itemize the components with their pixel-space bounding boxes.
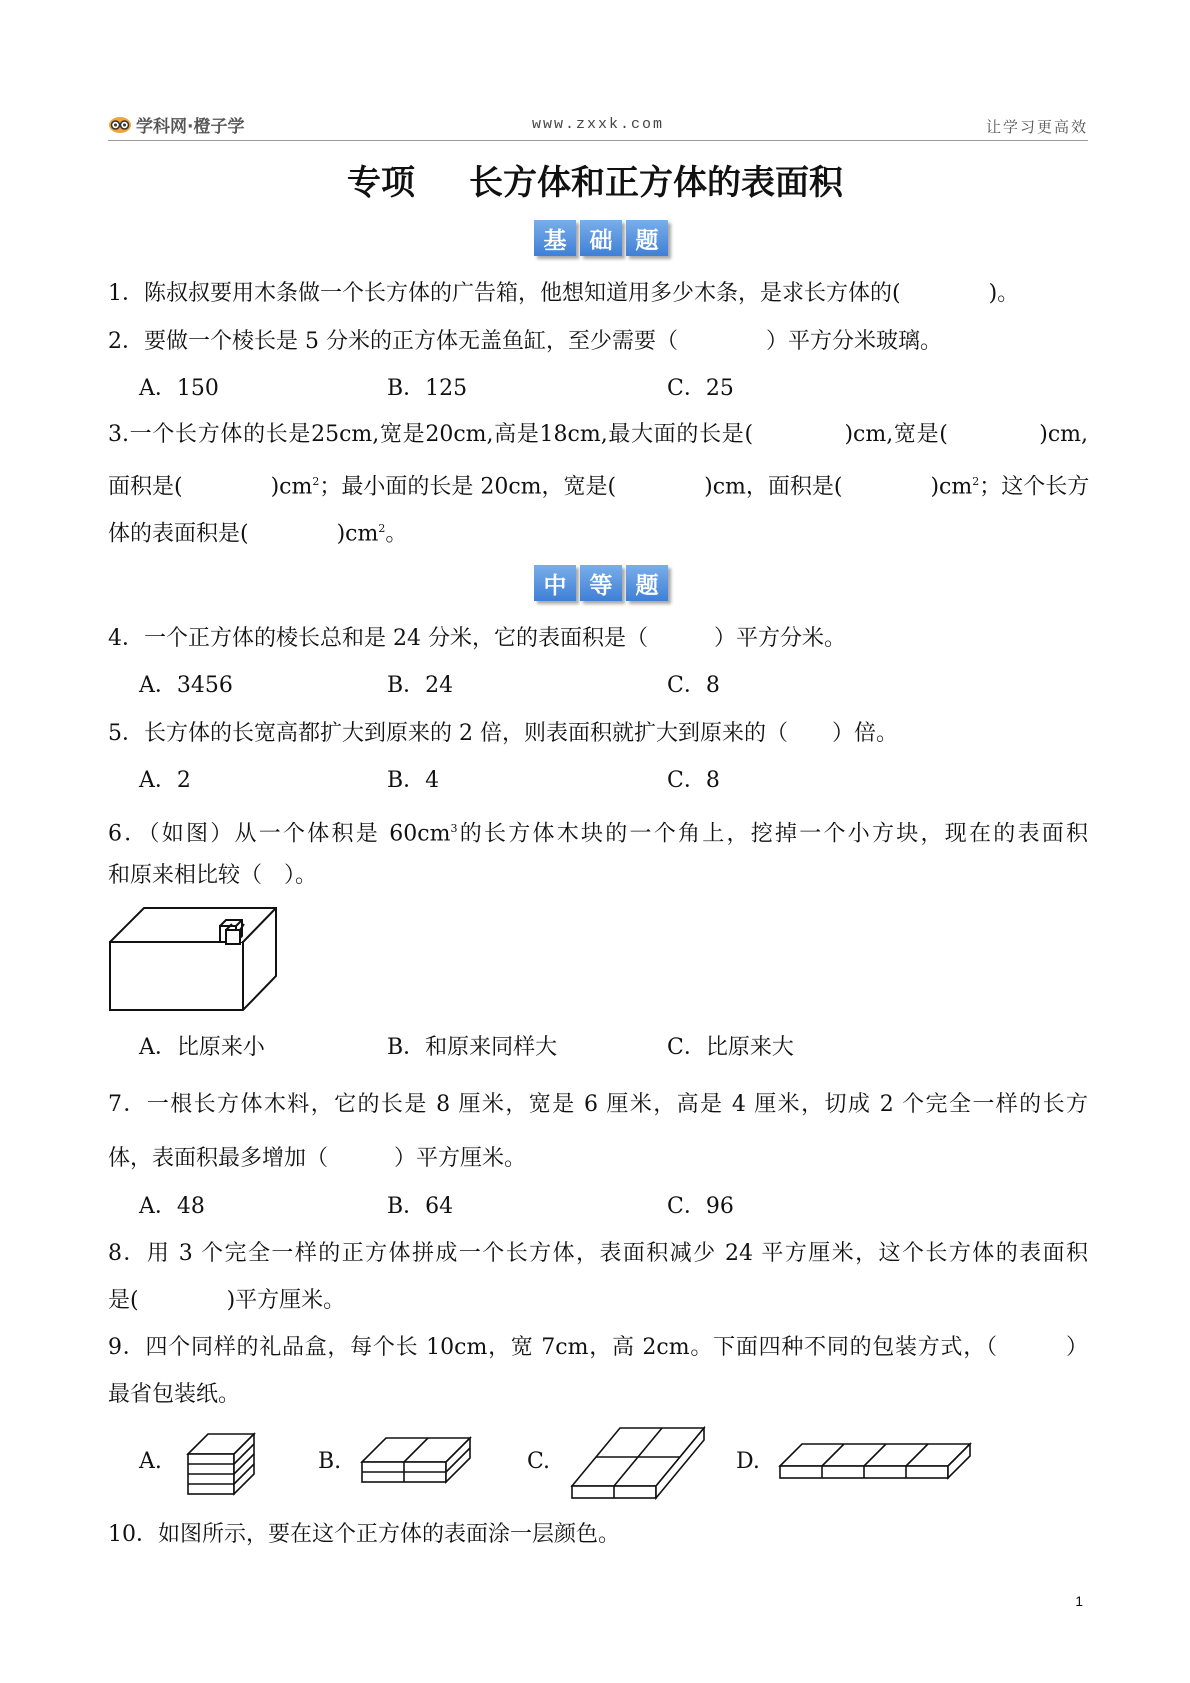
q6-box-figure	[108, 906, 280, 1014]
question-10: 10．如图所示，要在这个正方体的表面涂一层颜色。	[108, 1522, 620, 1547]
title-part2: 长方体和正方体的表面积	[469, 163, 843, 203]
badge-char: 题	[626, 565, 668, 601]
q4-option-b: B．24	[387, 673, 454, 698]
q7-option-b: B．64	[387, 1194, 454, 1219]
section-badge-basic	[534, 220, 668, 256]
question-2: 2．要做一个棱长是 5 分米的正方体无盖鱼缸，至少需要（ ）平方分米玻璃。	[108, 329, 942, 354]
q9-two-by-two-figure	[360, 1436, 472, 1486]
question-9-line2: 最省包装纸。	[108, 1382, 241, 1407]
q2-option-b: B．125	[387, 376, 468, 401]
question-3-line2: 面积是( )$cm^2$；最小面的长是 20cm，宽是( )cm，面积是( )$cm^2$；这个长方	[108, 474, 1090, 500]
q9-option-c-label: C.	[527, 1449, 551, 1474]
q9-option-a-label: A.	[139, 1449, 162, 1474]
q6-option-c: C．比原来大	[667, 1035, 794, 1060]
header-slogan: 让学习更高效	[985, 118, 1088, 136]
q9-option-b-label: B.	[318, 1449, 342, 1474]
q2-option-c: C．25	[667, 376, 734, 401]
question-6-line1: 6．（如图）从一个体积是 $60cm^3$的长方体木块的一个角上，挖掉一个小方块，现在的表面积	[108, 821, 1088, 847]
q9-row-figure	[778, 1440, 972, 1482]
q5-option-c: C．8	[667, 768, 720, 793]
question-1: 1．陈叔叔要用木条做一个长方体的广告箱，他想知道用多少木条，是求长方体的( )。	[108, 281, 1020, 306]
page-number: 1	[1075, 1593, 1083, 1609]
badge-char: 等	[580, 565, 622, 601]
badge-char: 题	[626, 220, 668, 256]
question-3-line3: 体的表面积是( )$cm^2$。	[108, 521, 408, 547]
q2-option-a: A．150	[139, 376, 219, 401]
q6-option-b: B．和原来同样大	[387, 1035, 558, 1060]
page-title	[0, 155, 1190, 204]
question-8-line2: 是( )平方厘米。	[108, 1288, 346, 1313]
q7-option-a: A．48	[139, 1194, 205, 1219]
q5-option-a: A．2	[139, 768, 191, 793]
q9-stack-figure	[186, 1432, 256, 1496]
question-9-line1: 9．四个同样的礼品盒，每个长 10cm，宽 7cm，高 2cm。下面四种不同的包装方式，（ ）	[108, 1335, 1088, 1360]
q4-option-a: A．3456	[139, 673, 233, 698]
q7-option-c: C．96	[667, 1194, 734, 1219]
logo-text: 学科网·橙子学	[136, 116, 245, 137]
question-4: 4．一个正方体的棱长总和是 24 分米，它的表面积是（ ）平方分米。	[108, 626, 846, 651]
q5-option-b: B．4	[387, 768, 440, 793]
badge-char: 础	[580, 220, 622, 256]
section-badge-medium	[534, 565, 668, 601]
q9-flat-square-figure	[570, 1424, 706, 1500]
question-7-line2: 体，表面积最多增加（ ）平方厘米。	[108, 1146, 527, 1171]
badge-char: 中	[534, 565, 576, 601]
page-header	[108, 108, 1088, 141]
q9-option-d-label: D.	[736, 1449, 760, 1474]
question-5: 5．长方体的长宽高都扩大到原来的 2 倍，则表面积就扩大到原来的（ ）倍。	[108, 721, 898, 746]
question-8-line1: 8．用 3 个完全一样的正方体拼成一个长方体，表面积减少 24 平方厘米，这个长方体的表面积	[108, 1241, 1088, 1266]
q6-option-a: A．比原来小	[139, 1035, 265, 1060]
question-3-line1: 3.一个长方体的长是25cm,宽是20cm,高是18cm,最大面的长是( )cm,宽是( )cm,	[108, 422, 1088, 447]
q4-option-c: C．8	[667, 673, 720, 698]
badge-char: 基	[534, 220, 576, 256]
question-7-line1: 7．一根长方体木料，它的长是 8 厘米，宽是 6 厘米，高是 4 厘米，切成 2 个完全一样的长方	[108, 1092, 1088, 1117]
title-part1: 专项	[347, 163, 415, 203]
question-6-line2: 和原来相比较（ ）。	[108, 863, 318, 888]
site-url: www.zxxk.com	[531, 116, 665, 133]
